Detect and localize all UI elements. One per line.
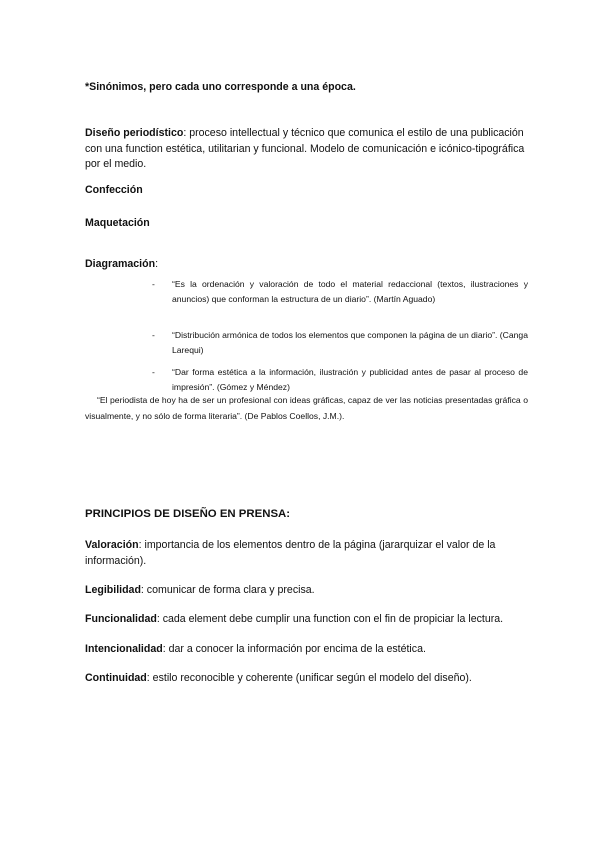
list-dash: - [152, 367, 155, 377]
principle-text: : estilo reconocible y coherente (unificar según el modelo del diseño). [146, 672, 472, 684]
principle-text: : importancia de los elementos dentro de la página (jararquizar el valor de la información). [85, 539, 496, 567]
definitions-list [152, 277, 528, 397]
diagramacion-colon: : [155, 258, 159, 270]
principle-text: : dar a conocer la información por encima de la estética. [162, 643, 426, 655]
principle-term: Funcionalidad [85, 613, 157, 625]
principle-item [85, 671, 530, 687]
synonyms-note: *Sinónimos, pero cada uno corresponde a una época. [85, 81, 356, 93]
quote-text: “Dar forma estética a la información, ilustración y publicidad antes de pasar al proceso de impresión”. (Gómez y Méndez) [172, 367, 528, 392]
principle-term: Intencionalidad [85, 643, 163, 655]
principios-title: PRINCIPIOS DE DISEÑO EN PRENSA: [85, 508, 291, 520]
principle-item [85, 642, 530, 658]
principle-item [85, 612, 530, 628]
diagramacion-heading [85, 257, 530, 273]
diseno-paragraph [85, 126, 530, 173]
principle-term: Valoración [85, 539, 139, 551]
list-item [152, 328, 528, 362]
list-dash: - [152, 279, 155, 289]
principle-term: Continuidad [85, 672, 147, 684]
principle-term: Legibilidad [85, 584, 141, 596]
maquetacion-term: Maquetación [85, 217, 150, 229]
principle-text: : comunicar de forma clara y precisa. [140, 584, 315, 596]
diagramacion-term: Diagramación [85, 258, 156, 270]
final-quote: “El periodista de hoy ha de ser un profesional con ideas gráficas, capaz de ver las noticias presentadas gráfica o visualmente, y no sólo de forma literaria”. (De Pablos Coellos, J.M.). [85, 395, 528, 421]
principle-item [85, 583, 530, 599]
list-item [152, 277, 528, 325]
quote-text: “Distribución armónica de todos los elementos que componen la página de un diario”. (Canga Larequi) [172, 330, 528, 355]
list-dash: - [152, 330, 155, 340]
diseno-term: Diseño periodístico [85, 127, 184, 139]
principle-item [85, 538, 530, 569]
principle-text: : cada element debe cumplir una function con el fin de propiciar la lectura. [156, 613, 504, 625]
confeccion-term: Confección [85, 184, 143, 196]
diseno-definition: : proceso intellectual y técnico que comunica el estilo de una publicación con una function estética, utilitarian y funcional. Modelo de comunicación e icónico-tipográfica por el medio. [85, 127, 525, 170]
quote-text: “Es la ordenación y valoración de todo el material redaccional (textos, ilustraciones y anuncios) que conforman la estructura de un diario”. (Martín Aguado) [172, 279, 528, 304]
